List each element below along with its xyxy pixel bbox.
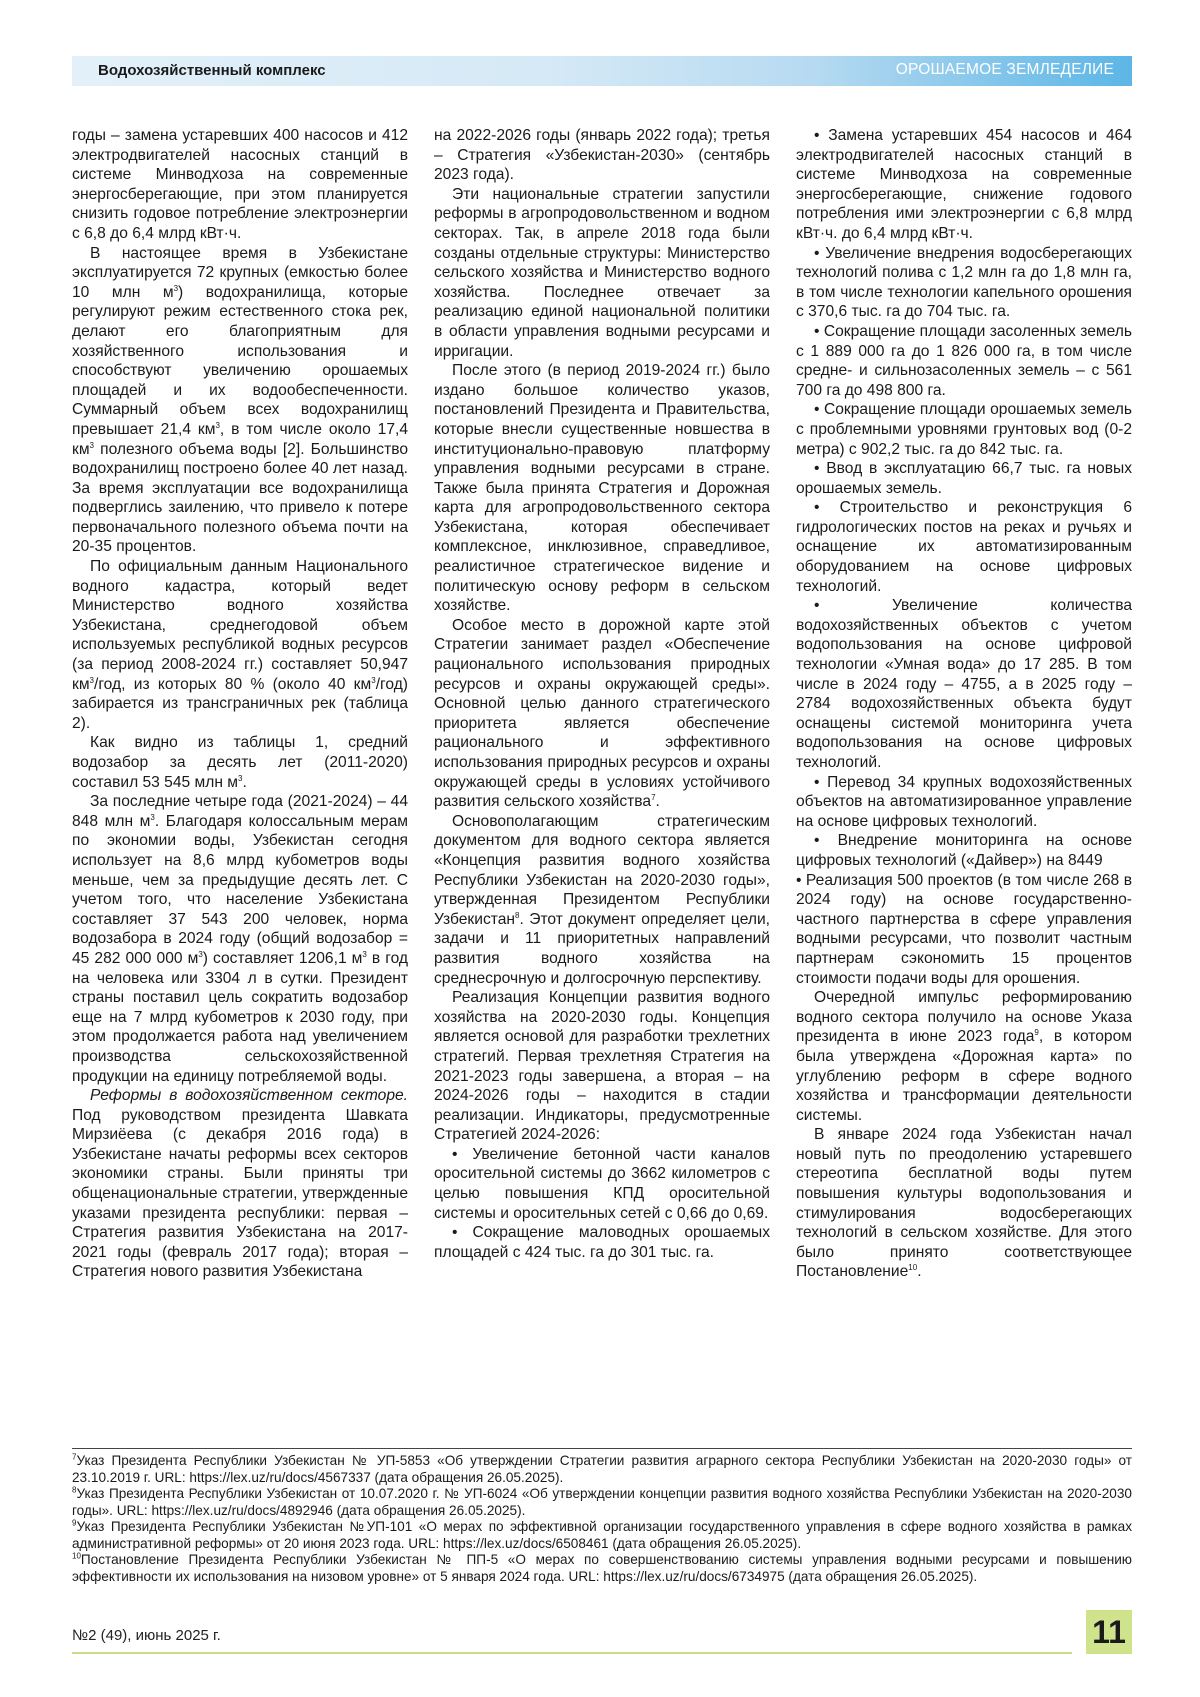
footnote: $^7$Указ Президента Республики Узбекистан № УП-5853 «Об утверждении Стратегии развития аграрного сектора Республики Узбекистан на 2020-2030 годы» от 23.10.2019 г. URL: https://lex.uz/ru/docs/4567337 (дата обращения 26.05.2025). [72, 1452, 1132, 1485]
paragraph: на 2022-2026 годы (январь 2022 года); третья – Стратегия «Узбекистан-2030» (сентябрь 2023 года). [434, 127, 770, 184]
list-item: • Увеличение бетонной части каналов оросительной системы до 3662 километров с целью повышения КПД оросительной системы и оросительных сетей с 0,66 до 0,69. [434, 1145, 770, 1222]
footnote-ref: 10 [908, 1263, 918, 1273]
text-column-2 [434, 126, 770, 1262]
section-title: Водохозяйственный комплекс [98, 62, 326, 79]
footer-divider [72, 1652, 1072, 1654]
footnote: $^9$Указ Президента Республики Узбекистан №УП-101 «О мерах по эффективной организации государственного управления в сфере водного хозяйства в рамках административной реформы» от 20 июня 2023 года. URL: https://lex.uz/docs/6508461 (дата обращения 26.05.2025). [72, 1518, 1132, 1551]
subheading-reforms: Реформы в водохозяйственном секторе. [90, 1087, 408, 1105]
paragraph: По официальным данным Национального водного кадастра, который ведет Министерство водного хозяйства Узбекистана, среднегодовой объем используемых республикой водных ресурсов (за период 2008-2024 гг.) составляет 50,947 $км^3$/год, из которых 80 % (около 40 $км^3/год$) забирается из трансграничных рек (таблица 2). [72, 558, 408, 732]
paragraph: Реализация Концепции развития водного хозяйства на 2020-2030 годы. Концепция является основой для разработки трехлетних стратегий. Первая трехлетняя Стратегия на 2021-2023 годы завершена, а вторая – на 2024-2026 годы – находится в стадии реализации. Индикаторы, предусмотренные Стратегией 2024-2026: [434, 989, 770, 1144]
list-item: • Сокращение маловодных орошаемых площадей с 424 тыс. га до 301 тыс. га. [434, 1224, 770, 1261]
section-header-bar [72, 56, 1132, 86]
list-item: • Сокращение площади засоленных земель с 1 889 000 га до 1 826 000 га, в том числе средне- и сильнозасоленных земель – с 561 700 га до 498 800 га. [796, 322, 1132, 399]
footnote: $^8$Указ Президента Республики Узбекистан от 10.07.2020 г. № УП-6024 «Об утверждении концепции развития водного хозяйства Республики Узбекистан на 2020-2030 годы». URL: https://lex.uz/ru/docs/4892946 (дата обращения 26.05.2025). [72, 1485, 1132, 1518]
paragraph: Реформы в водохозяйственном секторе. Под руководством президента Шавката Мирзиёева (с декабря 2016 года) в Узбекистане начаты реформы всех секторов экономики страны. Были приняты три общенациональные стратегии, утвержденные указами президента республики: первая – Стратегия развития Узбекистана на 2017-2021 годы (февраль 2017 года); вторая – Стратегия нового развития Узбекистана [72, 1087, 408, 1281]
paragraph: Эти национальные стратегии запустили реформы в агропродовольственном и водном секторах. Так, в апреле 2018 года были созданы отдельные структуры: Министерство сельского хозяйства и Министерство водного хозяйства. Последнее отвечает за реализацию единой национальной политики в области управления водными ресурсами и ирригации. [434, 185, 770, 360]
paragraph: Основополагающим стратегическим документом для водного сектора является «Концепция развития водного хозяйства Республики Узбекистан на 2020-2030 годы», утвержденная Президентом Республики Узбекистан$^8$. Этот документ определяет цели, задачи и 11 приоритетных направлений развития водного хозяйства на среднесрочную и долгосрочную перспективу. [434, 812, 770, 987]
paragraph: Как видно из таблицы 1, средний водозабор за десять лет (2011-2020) составил 53 545 млн $м^3$. [72, 734, 408, 791]
list-item: • Сокращение площади орошаемых земель с проблемными уровнями грунтовых вод (0-2 метра) с 902,2 тыс. га до 842 тыс. га. [796, 401, 1132, 458]
paragraph: годы – замена устаревших 400 насосов и 412 электродвигателей насосных станций в системе Минводхоза на современные энергосберегающие, при этом планируется снизить годовое потребление электроэнергии с 6,8 до 6,4 млрд кВт·ч. [72, 127, 408, 242]
category-title: ОРОШАЕМОЕ ЗЕМЛЕДЕЛИЕ [895, 61, 1114, 78]
list-item: • Перевод 34 крупных водохозяйственных объектов на автоматизированное управление на основе цифровых технологий. [796, 773, 1132, 830]
list-item: • Ввод в эксплуатацию 66,7 тыс. га новых орошаемых земель. [796, 460, 1132, 497]
list-item: • Строительство и реконструкция 6 гидрологических постов на реках и ручьях и оснащение их автоматизированным оборудованием на основе цифровых технологий. [796, 499, 1132, 595]
list-item: • Увеличение внедрения водосберегающих технологий полива с 1,2 млн га до 1,8 млн га, в том числе технологии капельного орошения с 370,6 тыс. га до 704 тыс. га. [796, 244, 1132, 321]
list-item: • Замена устаревших 454 насосов и 464 электродвигателей насосных станций в системе Минводхоза на современные энергосберегающие, снижение годового потребления ими электроэнергии с 6,8 млрд кВт·ч. до 6,4 млрд кВт·ч. [796, 127, 1132, 242]
paragraph: После этого (в период 2019-2024 гг.) было издано большое количество указов, постановлений Президента и Правительства, которые внесли существенные новшества в институционально-правовую платформу управления водными ресурсами в стране. Также была принята Стратегия и Дорожная карта для агропродовольственного сектора Узбекистана, которая обеспечивает комплексное, инклюзивное, справедливое, реалистичное стратегическое видение и политическую основу реформ в сельском хозяйстве. [434, 362, 770, 615]
footnotes [72, 1453, 1132, 1585]
paragraph: Очередной импульс реформированию водного сектора получило на основе Указа президента в июне 2023 года$^9$, в котором была утверждена «Дорожная карта» по углублению реформ в сфере водного хозяйства и трансформации деятельности системы. [796, 989, 1132, 1124]
footnote-ref: 7 [651, 793, 656, 802]
list-item: • Увеличение количества водохозяйственных объектов с учетом водопользования на основе цифровой технологии «Умная вода» до 17 285. В том числе в 2024 году – 4755, а в 2025 году – 2784 водохозяйственных объекта будут оснащены системой мониторинга учета водопользования на основе цифровых технологий. [796, 597, 1132, 771]
list-item: • Внедрение мониторинга на основе цифровых технологий («Дайвер») на 8449 [796, 832, 1132, 869]
footnote-divider [72, 1448, 1132, 1449]
footnote-ref: 8 [515, 910, 520, 920]
text-column-3 [796, 126, 1132, 1282]
footnote: $^{10}$Постановление Президента Республики Узбекистан № ПП-5 «О мерах по совершенствованию системы управления водными ресурсами и повышению эффективности их использования на низовом уровне» от 5 января 2024 года. URL: https://lex.uz/ru/docs/6734975 (дата обращения 26.05.2025). [72, 1551, 1132, 1584]
paragraph: Особое место в дорожной карте этой Стратегии занимает раздел «Обеспечение рационального использования природных ресурсов и охраны окружающей среды». Основной целью данного стратегического приоритета является обеспечение рационального и эффективного использования природных ресурсов и охраны окружающей среды в условиях устойчивого развития сельского хозяйства$^7$. [434, 616, 770, 811]
footnote-ref: 9 [1034, 1028, 1039, 1038]
paragraph: В январе 2024 года Узбекистан начал новый путь по преодолению устаревшего стереотипа бесплатной воды путем повышения культуры водопользования и стимулирования водосберегающих технологий в сельском хозяйстве. Для этого было принято соответствующее Постановление$^{10}$. [796, 1126, 1132, 1281]
paragraph: За последние четыре года (2021-2024) – 44 848 млн $м^3$. Благодаря колоссальным мерам по экономии воды, Узбекистан сегодня использует на 8,6 млрд кубометров воды меньше, чем за предыдущие десять лет. С учетом того, что население Узбекистана составляет 37 543 200 человек, норма водозабора в 2024 году (общий водозабор = 45 282 000 000 $м^3$) составляет 1206,1 $м^3$ в год на человека или 3304 л в сутки. Президент страны поставил цель сократить водозабор еще на 7 млрд кубометров к 2030 году, при этом продолжается работа над увеличением производства сельскохозяйственной продукции на единицу потребляемой воды. [72, 793, 409, 1085]
issue-label: №2 (49), июнь 2025 г. [72, 1627, 221, 1644]
list-item: • Реализация 500 проектов (в том числе 268 в 2024 году) на основе государственно-частного партнерства в сфере управления водными ресурсами, что позволит частным партнерам сэкономить 15 процентов стоимости подачи воды для орошения. [796, 871, 1132, 987]
paragraph: В настоящее время в Узбекистане эксплуатируется 72 крупных (емкостью более 10 млн $м^3$) водохранилища, которые регулируют режим естественного стока рек, делают его благоприятным для хозяйственного использования и способствуют увеличению орошаемых площадей и их водообеспеченности. Суммарный объем всех водохранилищ превышает 21,4 $км^3$, в том числе около 17,4 $км^3$ полезного объема воды [2]. Большинство водохранилищ построено более 40 лет назад. За время эксплуатации все водохранилища подверглись заилению, что привело к потере первоначального полезного объема почти на 20-35 процентов. [72, 244, 408, 556]
page-number: 11 [1086, 1610, 1132, 1654]
text-column-1 [72, 126, 408, 1282]
